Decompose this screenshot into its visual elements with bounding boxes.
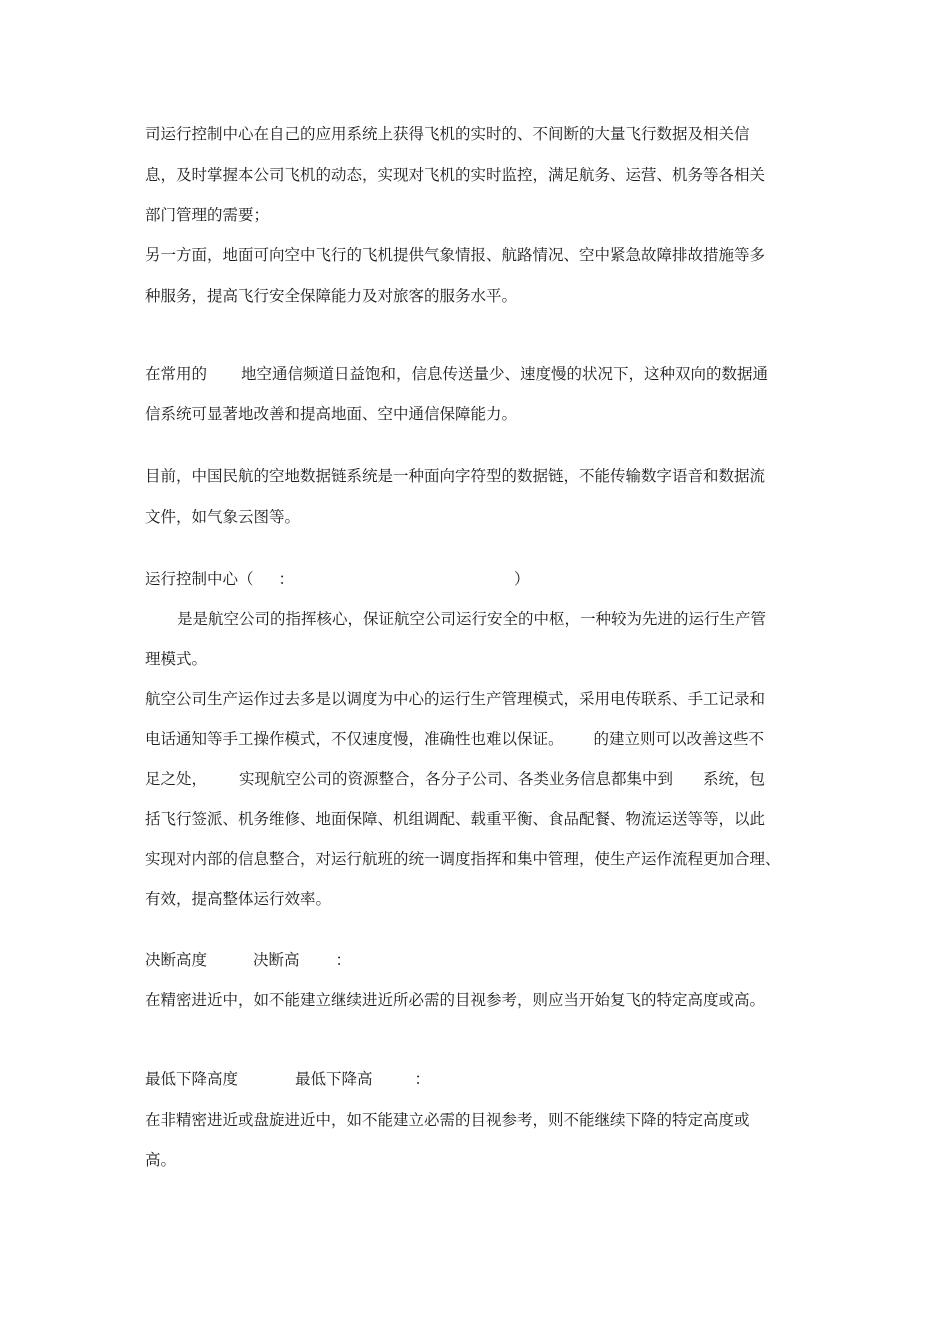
occ-heading-label: 运行控制中心（ [145,570,254,588]
paragraph-1-line-1: 司运行控制中心在自己的应用系统上获得飞机的实时的、不间断的大量飞行数据及相关信 [145,125,750,143]
paragraph-1-line-2: 息，及时掌握本公司飞机的动态，实现对飞机的实时监控，满足航务、运营、机务等各相关 [145,166,766,184]
paragraph-6-line-2 [145,729,764,749]
paragraph-7-line-1: 在精密进近中，如不能建立继续进近所必需的目视参考，则应当开始复飞的特定高度或高。 [145,991,766,1009]
mda-heading [145,1069,430,1089]
paragraph-6-line-4: 括飞行签派、机务维修、地面保障、机组调配、载重平衡、食品配餐、物流运送等等，以此 [145,810,766,828]
mda-term: 最低下降高度 [145,1070,239,1088]
paragraph-6-text-3c: 系统，包 [703,770,766,788]
decision-height-term: 决断高度 [145,951,208,969]
paragraph-8-line-2: 高。 [145,1151,177,1169]
paragraph-5-line-1: 是是航空公司的指挥核心，保证航空公司运行安全的中枢，一种较为先进的运行生产管 [177,610,767,628]
paragraph-2-line-2: 种服务，提高飞行安全保障能力及对旅客的服务水平。 [145,287,518,305]
paragraph-3-text-a: 在常用的 [145,365,208,383]
paragraph-6-line-6: 有效，提高整体运行效率。 [145,890,332,908]
paragraph-6-text-3b: 实现航空公司的资源整合，各分子公司、各类业务信息都集中到 [239,770,674,788]
paragraph-5-line-2: 理模式。 [145,650,208,668]
paragraph-6-line-1: 航空公司生产运作过去多是以调度为中心的运行生产管理模式，采用电传联系、手工记录和 [145,690,766,708]
mda-term-2: 最低下降高 [295,1070,373,1088]
paragraph-6-text-2a: 电话通知等手工操作模式，不仅速度慢，准确性也难以保证。 [145,730,564,748]
paragraph-6-line-5: 实现对内部的信息整合，对运行航班的统一调度指挥和集中管理，使生产运作流程更加合理、 [145,850,781,868]
paragraph-2-line-1: 另一方面，地面可向空中飞行的飞机提供气象情报、航路情况、空中紧急故障排故措施等多 [145,246,766,264]
paragraph-6-text-2b: 的建立则可以改善这些不 [593,730,765,748]
paragraph-3-text-b: 地空通信频道日益饱和，信息传送量少、速度慢的状况下，这种双向的数据通 [241,365,769,383]
paragraph-3-line-1 [145,364,768,384]
paragraph-6-text-3a: 足之处， [145,770,208,788]
paragraph-8-line-1: 在非精密进近或盘旋进近中，如不能建立必需的目视参考，则不能继续下降的特定高度或 [145,1111,750,1129]
paragraph-4-line-2: 文件，如气象云图等。 [145,508,301,526]
decision-height-heading [145,950,351,970]
paragraph-3-line-2: 信系统可显著地改善和提高地面、空中通信保障能力。 [145,405,518,423]
decision-height-term-2: 决断高 [253,951,300,969]
paragraph-1-line-3: 部门管理的需要； [145,206,270,224]
paragraph-6-line-3 [145,769,765,789]
occ-heading [145,569,530,589]
occ-heading-close: ） [514,570,530,588]
occ-heading-colon: ： [278,570,295,588]
mda-colon: ： [414,1070,431,1088]
decision-height-colon: ： [335,951,352,969]
paragraph-4-line-1: 目前，中国民航的空地数据链系统是一种面向字符型的数据链，不能传输数字语音和数据流 [145,467,766,485]
